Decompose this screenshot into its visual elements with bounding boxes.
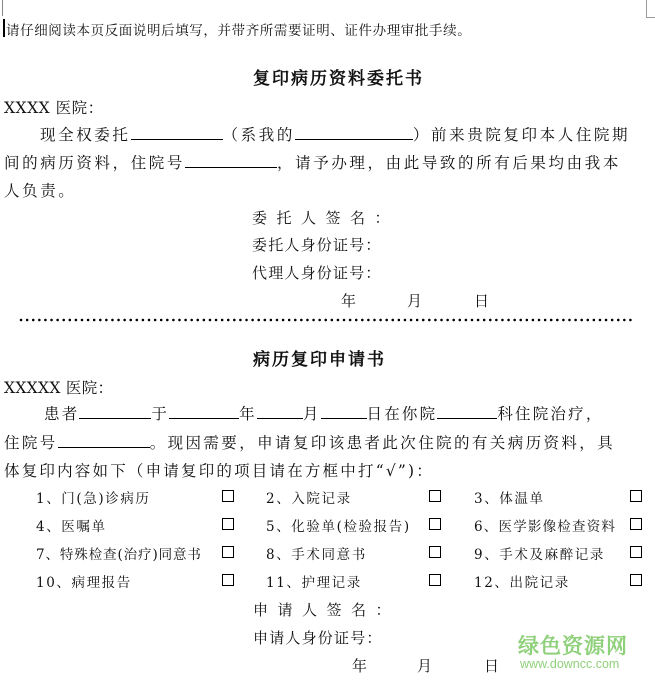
patient-name-field[interactable] <box>79 404 151 419</box>
admission-number-field[interactable] <box>185 153 277 168</box>
authorization-title: 复印病历资料委托书 <box>253 69 424 89</box>
application-line3: 体复印内容如下（申请复印的项目请在方框中打“√”)： <box>4 462 434 480</box>
principal-id-label: 委托人身份证号： <box>252 236 382 254</box>
applicant-id-label: 申请人身份证号： <box>253 629 383 647</box>
item-label: 6、医学影像检查资料 <box>474 519 617 535</box>
authorization-date-year: 年 <box>341 292 358 310</box>
application-addressee: XXXXX 医院： <box>4 379 114 397</box>
item-checkbox-1[interactable] <box>222 490 234 502</box>
application-title: 病历复印申请书 <box>253 350 386 370</box>
item-label: 3、体温单 <box>474 491 545 507</box>
admission-day-field[interactable] <box>321 404 367 419</box>
authorization-date-month: 月 <box>407 292 424 310</box>
item-label: 7、特殊检查(治疗)同意书 <box>36 547 202 563</box>
item-checkbox-4[interactable] <box>222 518 234 530</box>
watermark-url: www.downcc.com <box>520 657 620 671</box>
agent-name-field[interactable] <box>131 125 223 140</box>
item-checkbox-2[interactable] <box>429 490 441 502</box>
text: 月 <box>302 405 321 423</box>
item-checkbox-10[interactable] <box>222 574 234 586</box>
authorization-body-line1 <box>40 123 630 145</box>
item-label: 9、手术及麻醉记录 <box>474 547 605 563</box>
authorization-body-line2 <box>4 151 621 173</box>
text: 间的病历资料，住院号 <box>4 154 186 172</box>
page-corner-mark-right <box>646 0 647 17</box>
item-label: 2、入院记录 <box>266 491 352 507</box>
item-checkbox-6[interactable] <box>630 518 642 530</box>
admission-year-field[interactable] <box>169 404 239 419</box>
notice-text: 请仔细阅读本页反面说明后填写，并带齐所需要证明、证件办理审批手续。 <box>6 23 472 39</box>
text-cursor <box>3 19 5 37</box>
text: 日在你院 <box>366 405 438 423</box>
item-checkbox-8[interactable] <box>429 546 441 558</box>
item-label: 1、门(急)诊病历 <box>36 491 151 507</box>
cut-line-divider <box>18 318 634 322</box>
application-date-month: 月 <box>417 657 434 675</box>
item-checkbox-12[interactable] <box>630 574 642 586</box>
item-checkbox-9[interactable] <box>630 546 642 558</box>
text: 于 <box>151 405 170 423</box>
item-checkbox-5[interactable] <box>429 518 441 530</box>
item-label: 10、病理报告 <box>36 575 132 591</box>
text: ）前来贵院复印本人住院期 <box>412 126 631 144</box>
text: 现全权委托 <box>40 126 131 144</box>
agent-id-label: 代理人身份证号： <box>252 264 382 282</box>
page-corner-mark-left <box>2 0 3 16</box>
item-label: 4、医嘱单 <box>36 519 107 535</box>
item-checkbox-11[interactable] <box>429 574 441 586</box>
page-corner-mark-right-h <box>646 17 655 18</box>
application-date-year: 年 <box>352 657 369 675</box>
item-label: 8、手术同意书 <box>266 547 367 563</box>
principal-signature-label: 委托人签名： <box>252 209 400 227</box>
authorization-date-day: 日 <box>474 292 491 310</box>
text: 患者 <box>44 405 80 423</box>
text: 住院号 <box>4 434 58 452</box>
item-label: 12、出院记录 <box>474 575 570 591</box>
application-admission-number-field[interactable] <box>58 433 150 448</box>
text: （系我的 <box>222 126 295 144</box>
item-label: 5、化验单(检验报告) <box>266 519 411 535</box>
text: 。现因需要，申请复印该患者此次住院的有关病历资料，具 <box>149 434 616 452</box>
department-field[interactable] <box>437 404 497 419</box>
text: 年 <box>239 405 257 423</box>
text: 科住院治疗， <box>497 405 604 423</box>
watermark-logo-text: 绿色资源网 <box>518 634 628 658</box>
item-checkbox-7[interactable] <box>222 546 234 558</box>
item-checkbox-3[interactable] <box>630 490 642 502</box>
authorization-body-line3: 人负责。 <box>4 182 77 200</box>
text: ，请予办理，由此导致的所有后果均由我本 <box>277 154 621 172</box>
applicant-signature-label: 申请人签名： <box>253 601 401 619</box>
application-date-day: 日 <box>484 657 501 675</box>
admission-month-field[interactable] <box>257 404 303 419</box>
application-line2 <box>4 431 615 453</box>
relationship-field[interactable] <box>295 125 413 140</box>
application-line1 <box>44 402 604 424</box>
authorization-addressee: XXXX 医院： <box>4 99 104 117</box>
item-label: 11、护理记录 <box>266 575 362 591</box>
